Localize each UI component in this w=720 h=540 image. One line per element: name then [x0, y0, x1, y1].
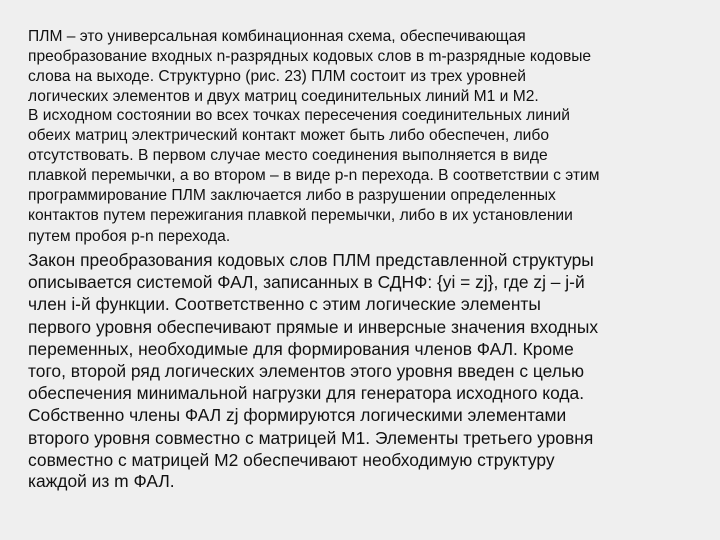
text-line: программирование ПЛМ заключается либо в разрушении определенных	[28, 187, 556, 205]
paragraph-initial-state	[28, 106, 708, 247]
text-line: описывается системой ФАЛ, записанных в СДНФ: {yi = zj}, где zj – j-й	[28, 272, 585, 293]
text-line: путем пробоя p-n перехода.	[28, 227, 231, 245]
text-line: член i-й функции. Соответственно с этим логические элементы	[28, 294, 541, 315]
text-line: переменных, необходимые для формирования членов ФАЛ. Кроме	[28, 338, 574, 359]
text-line: слова на выходе. Структурно (рис. 23) ПЛМ состоит из трех уровней	[28, 68, 526, 86]
paragraph-plm-definition	[28, 27, 708, 107]
paragraph-transformation-law	[28, 249, 708, 471]
text-line: второго уровня совместно с матрицей М1. Элементы третьего уровня	[28, 427, 594, 448]
text-line: отсутствовать. В первом случае место соединения выполняется в виде	[28, 147, 548, 165]
text-line: Собственно члены ФАЛ zj формируются логическими элементами	[28, 405, 567, 426]
text-line: того, второй ряд логических элементов этого уровня введен с целью	[28, 361, 584, 382]
text-line: Закон преобразования кодовых слов ПЛМ представленной структуры	[28, 250, 594, 270]
text-line: контактов путем пережигания плавкой перемычки, либо в их установлении	[28, 207, 573, 225]
text-line: обеих матриц электрический контакт может быть либо обеспечен, либо	[28, 127, 549, 145]
text-line: плавкой перемычки, а во втором – в виде p-n перехода. В соответствии с этим	[28, 167, 600, 185]
text-line: совместно с матрицей М2 обеспечивают необходимую структуру	[28, 449, 555, 470]
text-line: ПЛМ – это универсальная комбинационная схема, обеспечивающая	[28, 28, 526, 45]
paragraph-closing-line	[28, 470, 708, 492]
text-line: каждой из m ФАЛ.	[28, 471, 175, 491]
text-line: логических элементов и двух матриц соединительных линий М1 и М2.	[28, 88, 539, 106]
text-line: В исходном состоянии во всех точках пересечения соединительных линий	[28, 107, 570, 124]
text-line: обеспечения минимальной нагрузки для генератора исходного кода.	[28, 383, 585, 404]
text-line: преобразование входных n-разрядных кодовых слов в m-разрядные кодовые	[28, 48, 592, 66]
text-line: первого уровня обеспечивают прямые и инверсные значения входных	[28, 316, 599, 337]
